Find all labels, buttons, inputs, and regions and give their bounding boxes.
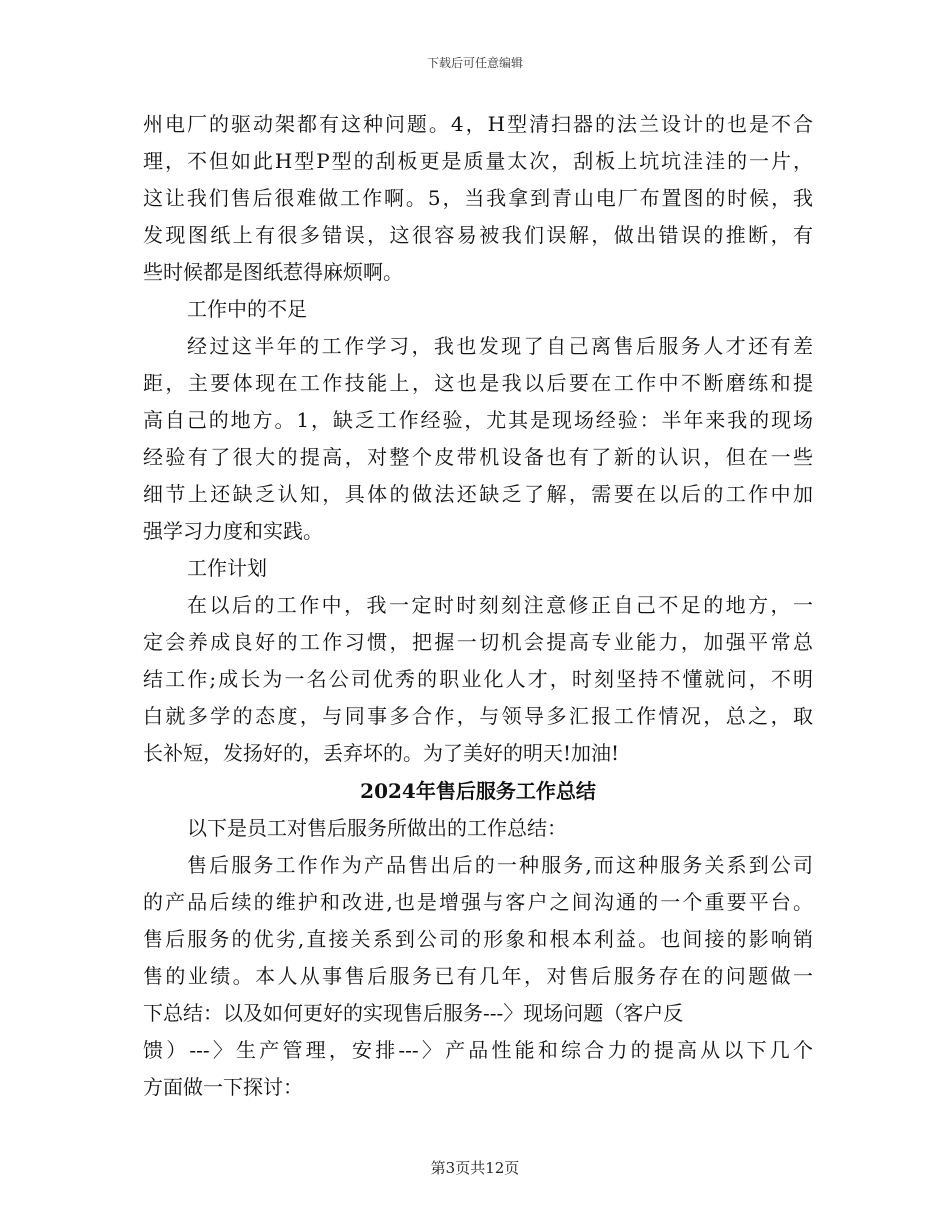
paragraph-line: 高自己的地方。1，缺乏工作经验，尤其是现场经验：半年来我的现场 bbox=[143, 408, 813, 432]
paragraph-line: 经验有了很大的提高，对整个皮带机设备也有了新的认识，但在一些 bbox=[143, 445, 813, 469]
paragraph-line: 在以后的工作中，我一定时时刻刻注意修正自己不足的地方，一 bbox=[187, 593, 813, 617]
paragraph-line: 发现图纸上有很多错误，这很容易被我们误解，做出错误的推断，有 bbox=[143, 223, 813, 247]
paragraph-line: 长补短，发扬好的，丢弃坏的。为了美好的明天!加油! bbox=[143, 741, 620, 765]
paragraph-line: 售后服务工作作为产品售出后的一种服务,而这种服务关系到公司 bbox=[187, 853, 813, 877]
page-header: 下载后可任意编辑 bbox=[426, 56, 523, 70]
paragraph-line: 距，主要体现在工作技能上，这也是我以后要在工作中不断磨练和提 bbox=[143, 371, 813, 395]
document-body bbox=[143, 106, 813, 1106]
paragraph-line: 白就多学的态度，与同事多合作，与领导多汇报工作情况，总之，取 bbox=[143, 704, 813, 728]
section-heading: 工作中的不足 bbox=[187, 297, 307, 321]
paragraph-line: 经过这半年的工作学习，我也发现了自己离售后服务人才还有差 bbox=[187, 334, 813, 358]
paragraph-line: 州电厂的驱动架都有这种问题。4，H型清扫器的法兰设计的也是不合 bbox=[143, 112, 813, 136]
paragraph-line: 下总结：以及如何更好的实现售后服务---〉现场问题（客户反 bbox=[143, 1001, 684, 1025]
paragraph-line: 方面做一下探讨： bbox=[143, 1075, 303, 1099]
paragraph-line: 馈）---〉生产管理，安排---〉产品性能和综合力的提高从以下几个 bbox=[143, 1038, 813, 1062]
paragraph-line: 这让我们售后很难做工作啊。5，当我拿到青山电厂布置图的时候，我 bbox=[143, 186, 813, 210]
paragraph-line: 强学习力度和实践。 bbox=[143, 519, 323, 543]
section-heading: 工作计划 bbox=[187, 556, 267, 580]
paragraph-line: 售后服务的优劣,直接关系到公司的形象和根本利益。也间接的影响销 bbox=[143, 927, 813, 951]
document-title: 2024年售后服务工作总结 bbox=[360, 779, 596, 803]
paragraph-line: 定会养成良好的工作习惯，把握一切机会提高专业能力，加强平常总 bbox=[143, 630, 813, 654]
paragraph-line: 以下是员工对售后服务所做出的工作总结： bbox=[187, 816, 567, 840]
paragraph-line: 理，不但如此H型P型的刮板更是质量太次，刮板上坑坑洼洼的一片， bbox=[143, 149, 813, 173]
paragraph-line: 的产品后续的维护和改进,也是增强与客户之间沟通的一个重要平台。 bbox=[143, 890, 813, 914]
page-number-footer: 第3页共12页 bbox=[430, 1159, 520, 1177]
paragraph-line: 些时候都是图纸惹得麻烦啊。 bbox=[143, 260, 403, 284]
paragraph-line: 售的业绩。本人从事售后服务已有几年，对售后服务存在的问题做一 bbox=[143, 964, 813, 988]
paragraph-line: 结工作;成长为一名公司优秀的职业化人才，时刻坚持不懂就问，不明 bbox=[143, 667, 813, 691]
paragraph-line: 细节上还缺乏认知，具体的做法还缺乏了解，需要在以后的工作中加 bbox=[143, 482, 813, 506]
